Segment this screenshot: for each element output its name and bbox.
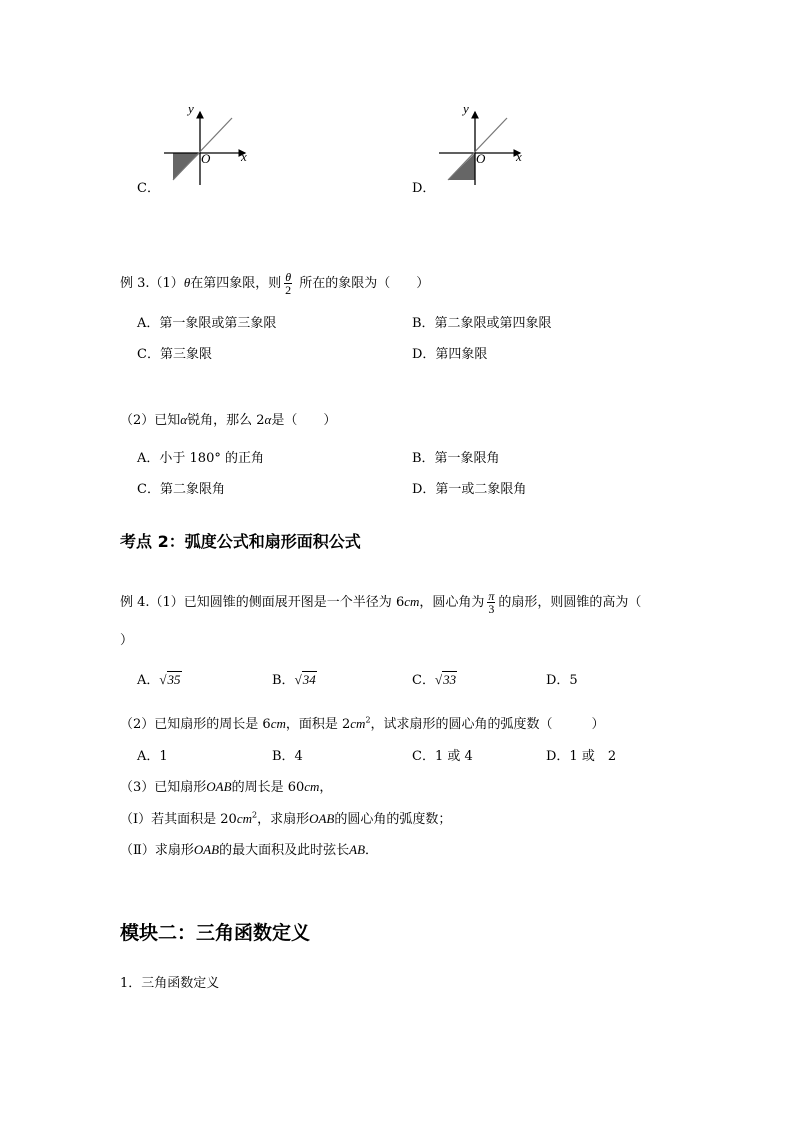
ex4-q1-option-d: D．5: [546, 673, 578, 688]
ex3-q2-option-d: D．第一或二象限角: [412, 482, 527, 497]
ex3-q1-stem: 例 3.（1）θ在第四象限，则 $\frac{\theta}{2}$ 所在的象限为（ ）: [120, 270, 430, 297]
origin-label: O: [201, 151, 211, 166]
ex3-q2-option-a: A．小于 180° 的正角: [137, 451, 264, 466]
fraction-pi-over-3: $\frac{\pi}{3}$: [488, 589, 495, 616]
ex4-q2-stem: （2）已知扇形的周长是 6cm，面积是 $2cm^2$，试求扇形的圆心角的弧度数（ ）: [120, 715, 605, 732]
graph-c: [160, 100, 255, 190]
terminal-ray: [448, 118, 507, 180]
ex3-q2-option-b: B．第一象限角: [412, 451, 500, 466]
ex4-q2-option-a: A．1: [137, 749, 168, 764]
option-d-label: D．: [412, 181, 436, 196]
ex4-q2-option-d: D．1 或 2: [546, 749, 617, 764]
ex3-q2-option-c: C．第二象限角: [137, 482, 225, 497]
ex3-q1-option-a: A．第一象限或第三象限: [137, 316, 277, 331]
ex4-q2-option-b: B．4: [272, 749, 303, 764]
ex3-q1-option-b: B．第二象限或第四象限: [412, 316, 552, 331]
module-heading: 模块二：三角函数定义: [120, 922, 311, 944]
ex4-q3-line3: （Ⅱ）求扇形OAB的最大面积及此时弦长AB．: [120, 842, 379, 858]
ex4-q1-option-b: B．√34: [272, 672, 316, 688]
ex3-q2-stem: （2）已知α锐角，那么 2α是（ ）: [120, 412, 337, 428]
y-axis-label: y: [463, 101, 469, 116]
x-axis-label: x: [516, 149, 522, 164]
ex3-q1-option-d: D．第四象限: [412, 347, 488, 362]
item-1: 1．三角函数定义: [120, 976, 220, 991]
ex4-q1-stem: 例 4.（1）已知圆锥的侧面展开图是一个半径为 6cm，圆心角为 $\frac{\pi}{3}$ 的扇形，则圆锥的高为（: [120, 589, 642, 616]
terminal-ray: [173, 118, 232, 180]
ex3-q1-option-c: C．第三象限: [137, 347, 212, 362]
ex4-q3-line1: （3）已知扇形OAB的周长是 60cm，: [120, 779, 333, 795]
fraction-theta-over-2: $\frac{\theta}{2}$: [285, 270, 292, 297]
option-c-label: C．: [137, 181, 160, 196]
section-heading-kp2: 考点 2：弧度公式和扇形面积公式: [120, 532, 361, 551]
origin-label: O: [476, 151, 486, 166]
ex4-q1-option-c: C．√33: [412, 672, 457, 688]
graph-d: [435, 100, 530, 190]
ex4-q1-stem-cont: ）: [120, 633, 134, 648]
x-axis-label: x: [241, 149, 247, 164]
ex4-q3-line2: （Ⅰ）若其面积是 $20cm^2$，求扇形OAB的圆心角的弧度数；: [120, 810, 452, 827]
ex4-q1-option-a: A．√35: [137, 672, 181, 688]
ex4-q2-option-c: C．1 或 4: [412, 749, 473, 764]
y-axis-label: y: [188, 101, 194, 116]
